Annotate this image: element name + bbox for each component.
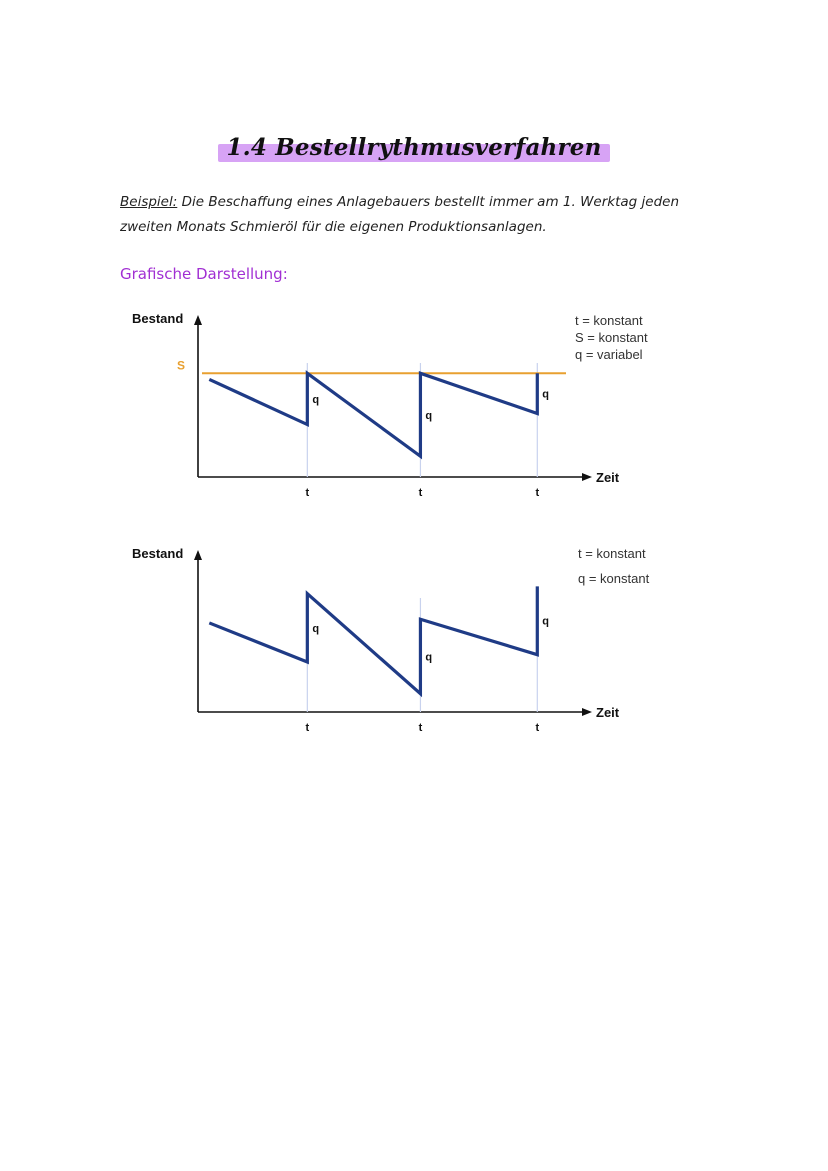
section-heading: Grafische Darstellung:	[120, 265, 288, 283]
q-label: q	[425, 409, 433, 422]
x-axis-label: Zeit	[596, 470, 620, 485]
y-axis-label: Bestand	[132, 546, 184, 561]
tick-label: t	[535, 722, 540, 734]
example-lead: Beispiel:	[120, 194, 178, 210]
y-axis-arrow	[194, 315, 202, 325]
q-label: q	[425, 651, 433, 664]
stock-line	[209, 373, 537, 456]
x-axis-arrow	[582, 708, 592, 716]
tick-label: t	[418, 722, 423, 734]
q-label: q	[542, 615, 550, 628]
legend-entry: t = konstant	[575, 313, 643, 328]
example-paragraph	[120, 190, 720, 240]
tick-label: t	[418, 487, 423, 499]
page-title: 1.4 Bestellrythmusverfahren	[218, 132, 609, 163]
chart-constant-quantity	[120, 540, 680, 740]
legend-entry: t = konstant	[578, 546, 646, 561]
legend-entry: S = konstant	[575, 330, 648, 345]
y-axis-arrow	[194, 550, 202, 560]
tick-label: t	[305, 722, 310, 734]
legend-entry: q = variabel	[575, 347, 643, 362]
s-level-label: S	[177, 358, 186, 373]
chart-variable-quantity	[120, 305, 680, 505]
q-label: q	[312, 393, 320, 406]
x-axis-label: Zeit	[596, 705, 620, 720]
title-wrapper	[0, 132, 828, 163]
example-text: Die Beschaffung eines Anlagebauers bestellt immer am 1. Werktag jeden zweiten Monats Schmieröl für die eigenen Produktionsanlagen.	[120, 194, 680, 235]
q-label: q	[312, 622, 320, 635]
x-axis-arrow	[582, 473, 592, 481]
stock-line	[209, 586, 537, 693]
tick-label: t	[305, 487, 310, 499]
tick-label: t	[535, 487, 540, 499]
q-label: q	[542, 388, 550, 401]
legend-entry: q = konstant	[578, 571, 650, 586]
y-axis-label: Bestand	[132, 311, 184, 326]
